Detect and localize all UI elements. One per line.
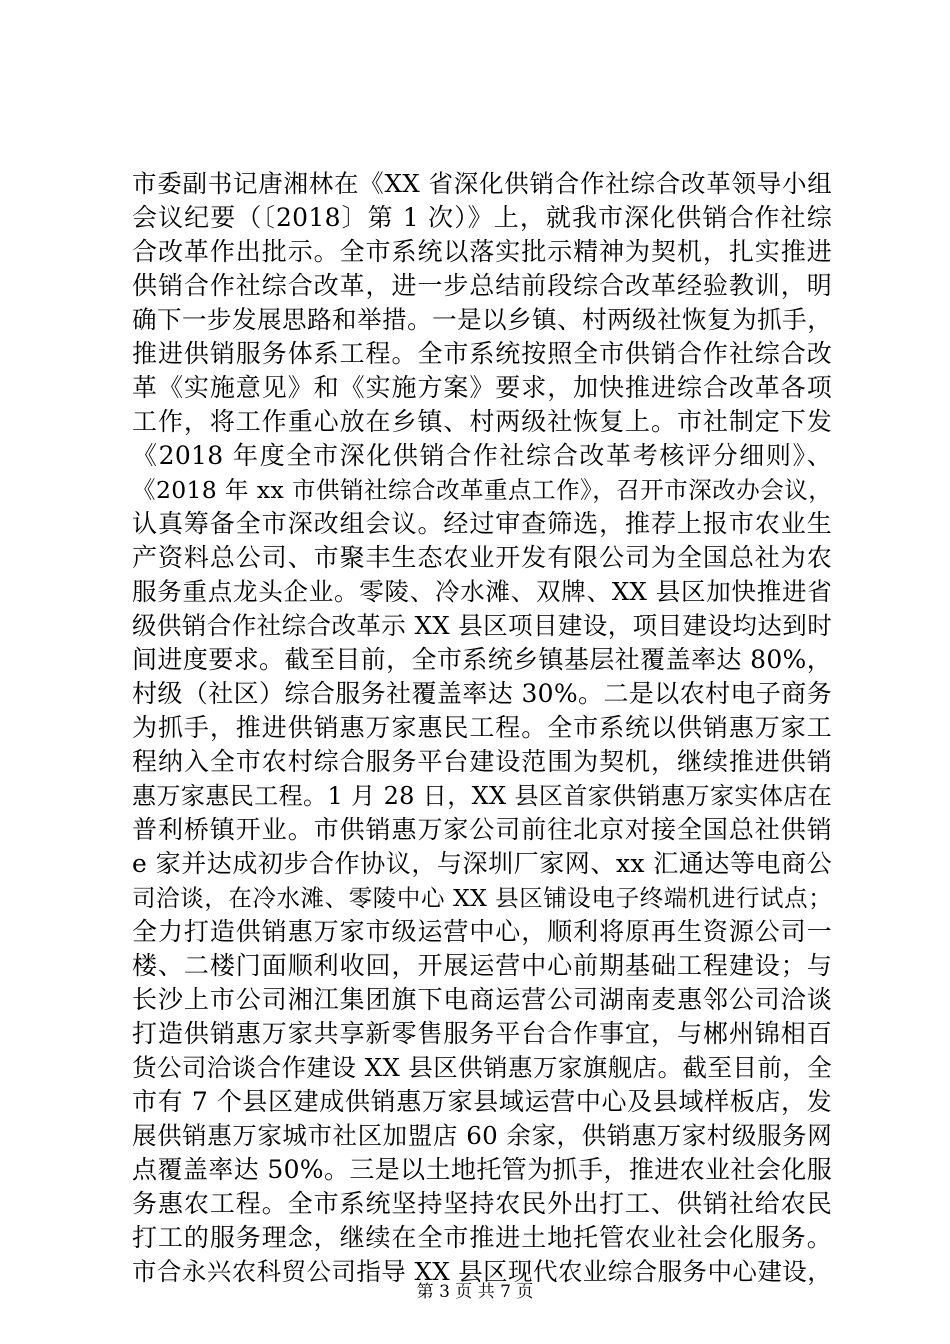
text-line: 服务重点龙头企业。零陵、冷水滩、双牌、XX 县区加快推进省: [132, 577, 832, 606]
text-line: 供销合作社综合改革，进一步总结前段综合改革经验教训，明: [132, 271, 832, 300]
text-line: 确下一步发展思路和举措。一是以乡镇、村两级社恢复为抓手，: [132, 305, 832, 334]
text-line: 推进供销服务体系工程。全市系统按照全市供销合作社综合改: [132, 339, 832, 368]
text-line: 为抓手，推进供销惠万家惠民工程。全市系统以供销惠万家工: [132, 713, 832, 742]
text-line: 普利桥镇开业。市供销惠万家公司前往北京对接全国总社供销: [132, 815, 832, 844]
text-line: 全力打造供销惠万家市级运营中心，顺利将原再生资源公司一: [132, 917, 832, 946]
text-line: 市有 7 个县区建成供销惠万家县域运营中心及县域样板店，发: [132, 1087, 832, 1116]
text-line: 革《实施意见》和《实施方案》要求，加快推进综合改革各项: [132, 373, 832, 402]
text-line: 司洽谈，在冷水滩、零陵中心 XX 县区铺设电子终端机进行试点；: [132, 884, 832, 912]
text-line: 打造供销惠万家共享新零售服务平台合作事宜，与郴州锦相百: [132, 1019, 832, 1048]
text-line: e 家并达成初步合作协议，与深圳厂家网、xx 汇通达等电商公: [132, 849, 832, 878]
text-line: 村级（社区）综合服务社覆盖率达 30%。二是以农村电子商务: [132, 679, 832, 708]
text-line: 长沙上市公司湘江集团旗下电商运营公司湖南麦惠邻公司洽谈: [132, 985, 832, 1014]
text-line: 市委副书记唐湘林在《XX 省深化供销合作社综合改革领导小组: [132, 169, 832, 198]
text-line: 会议纪要（〔2018〕第 1 次）》上，就我市深化供销合作社综: [132, 203, 832, 232]
text-line: 务惠农工程。全市系统坚持坚持农民外出打工、供销社给农民: [132, 1189, 832, 1218]
text-line: 《2018 年 xx 市供销社综合改革重点工作》，召开市深改办会议，: [132, 476, 832, 504]
text-line: 惠万家惠民工程。1 月 28 日，XX 县区首家供销惠万家实体店在: [132, 782, 832, 810]
text-line: 程纳入全市农村综合服务平台建设范围为契机，继续推进供销: [132, 747, 832, 776]
text-line: 打工的服务理念，继续在全市推进土地托管农业社会化服务。: [132, 1223, 832, 1252]
text-line: 合改革作出批示。全市系统以落实批示精神为契机，扎实推进: [132, 237, 832, 266]
body-paragraph: [132, 167, 832, 1289]
text-line: 货公司洽谈合作建设 XX 县区供销惠万家旗舰店。截至目前，全: [132, 1053, 832, 1082]
page-number: 第 3 页 共 7 页: [416, 1282, 534, 1302]
text-line: 间进度要求。截至目前，全市系统乡镇基层社覆盖率达 80%，: [132, 645, 832, 674]
text-line: 市合永兴农科贸公司指导 XX 县区现代农业综合服务中心建设，: [132, 1257, 832, 1286]
text-line: 展供销惠万家城市社区加盟店 60 余家，供销惠万家村级服务网: [132, 1121, 832, 1150]
text-line: 工作，将工作重心放在乡镇、村两级社恢复上。市社制定下发: [132, 407, 832, 436]
text-line: 认真筹备全市深改组会议。经过审查筛选，推荐上报市农业生: [132, 509, 832, 538]
text-line: 点覆盖率达 50%。三是以土地托管为抓手，推进农业社会化服: [132, 1155, 832, 1184]
text-line: 产资料总公司、市聚丰生态农业开发有限公司为全国总社为农: [132, 543, 832, 572]
page-footer: [0, 1281, 950, 1303]
text-line: 级供销合作社综合改革示 XX 县区项目建设，项目建设均达到时: [132, 611, 832, 640]
text-line: 楼、二楼门面顺利收回，开展运营中心前期基础工程建设；与: [132, 951, 832, 980]
text-line: 《2018 年度全市深化供销合作社综合改革考核评分细则》、: [132, 441, 832, 470]
